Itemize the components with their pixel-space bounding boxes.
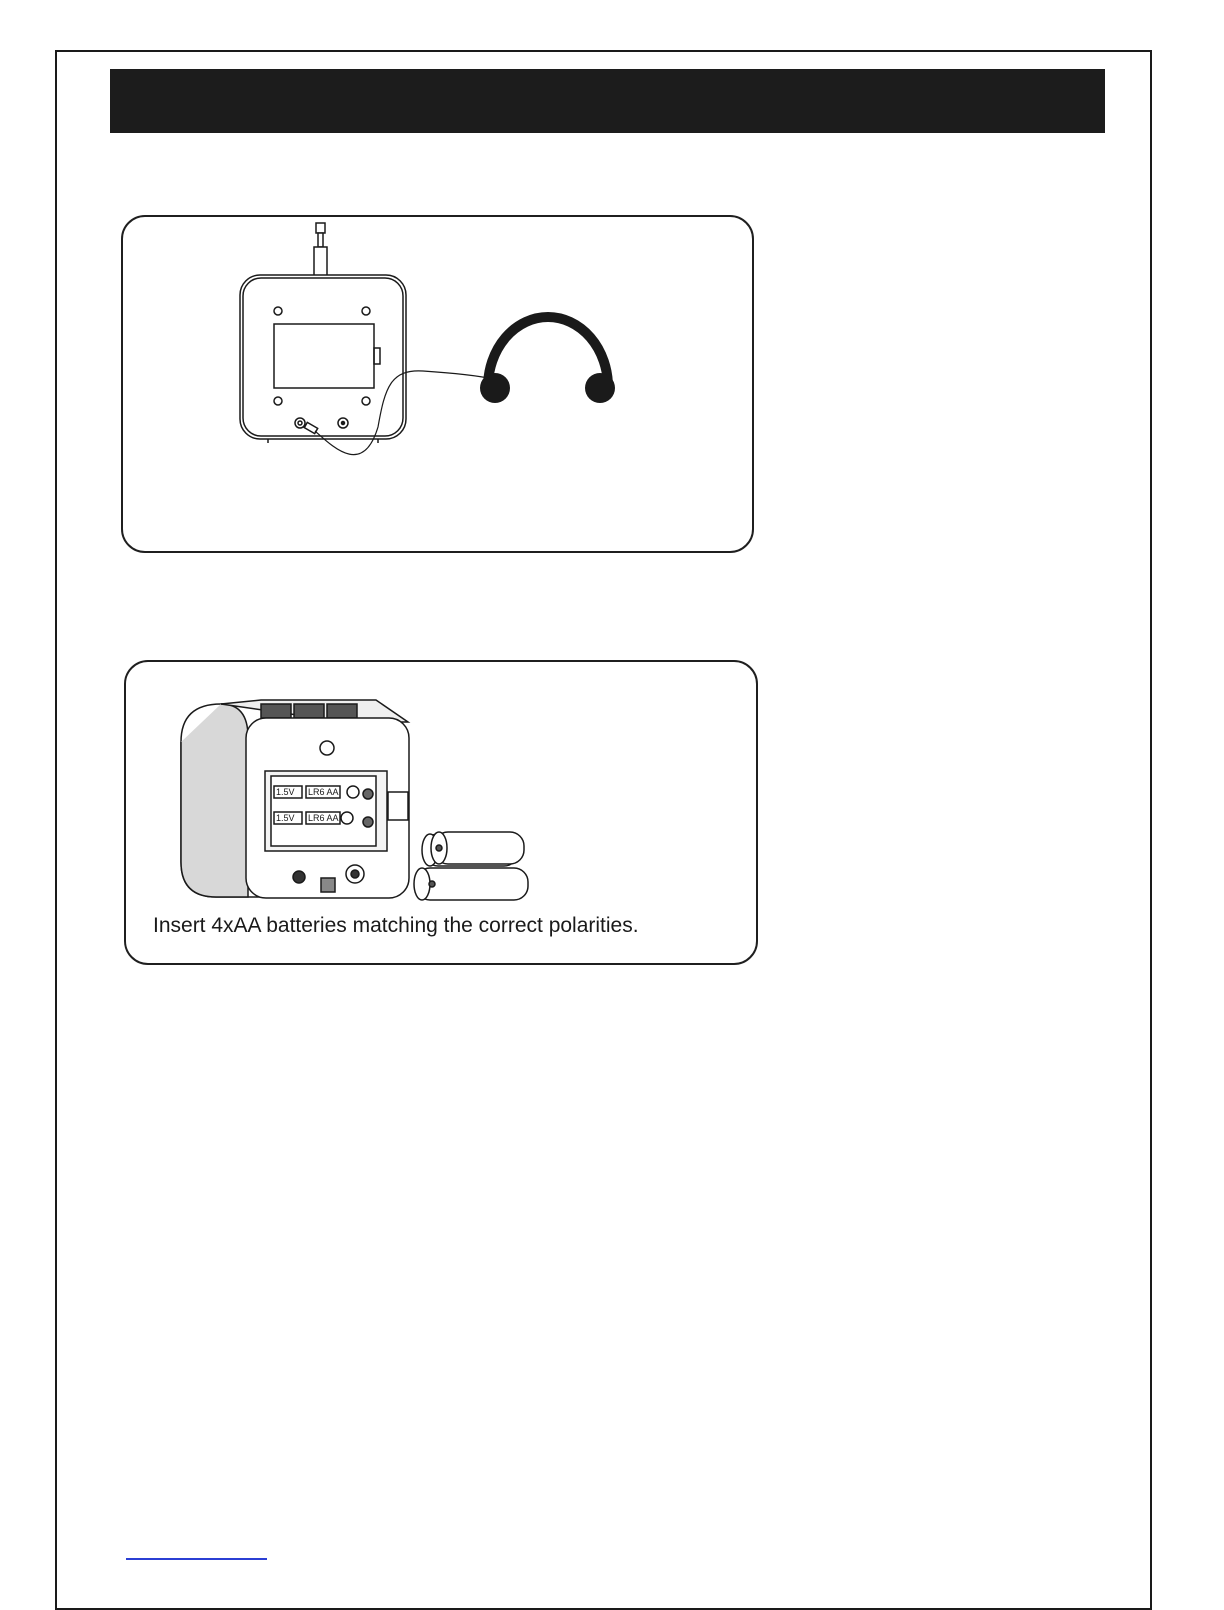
header-bar — [110, 69, 1105, 133]
battery-voltage-bottom: 1.5V — [276, 813, 295, 823]
radio-back-icon — [240, 275, 493, 455]
footer-link-rule — [126, 1558, 267, 1560]
aa-batteries-icon — [414, 832, 528, 900]
headphones-icon — [480, 317, 615, 403]
headphone-panel — [121, 215, 754, 553]
battery-type-bottom: LR6 AA — [308, 813, 339, 823]
radio-body-icon — [181, 700, 409, 898]
battery-caption: Insert 4xAA batteries matching the correct polarities. — [153, 914, 639, 937]
battery-type-top: LR6 AA — [308, 787, 339, 797]
battery-voltage-top: 1.5V — [276, 787, 295, 797]
battery-panel — [124, 660, 758, 965]
headphone-illustration — [123, 217, 756, 555]
